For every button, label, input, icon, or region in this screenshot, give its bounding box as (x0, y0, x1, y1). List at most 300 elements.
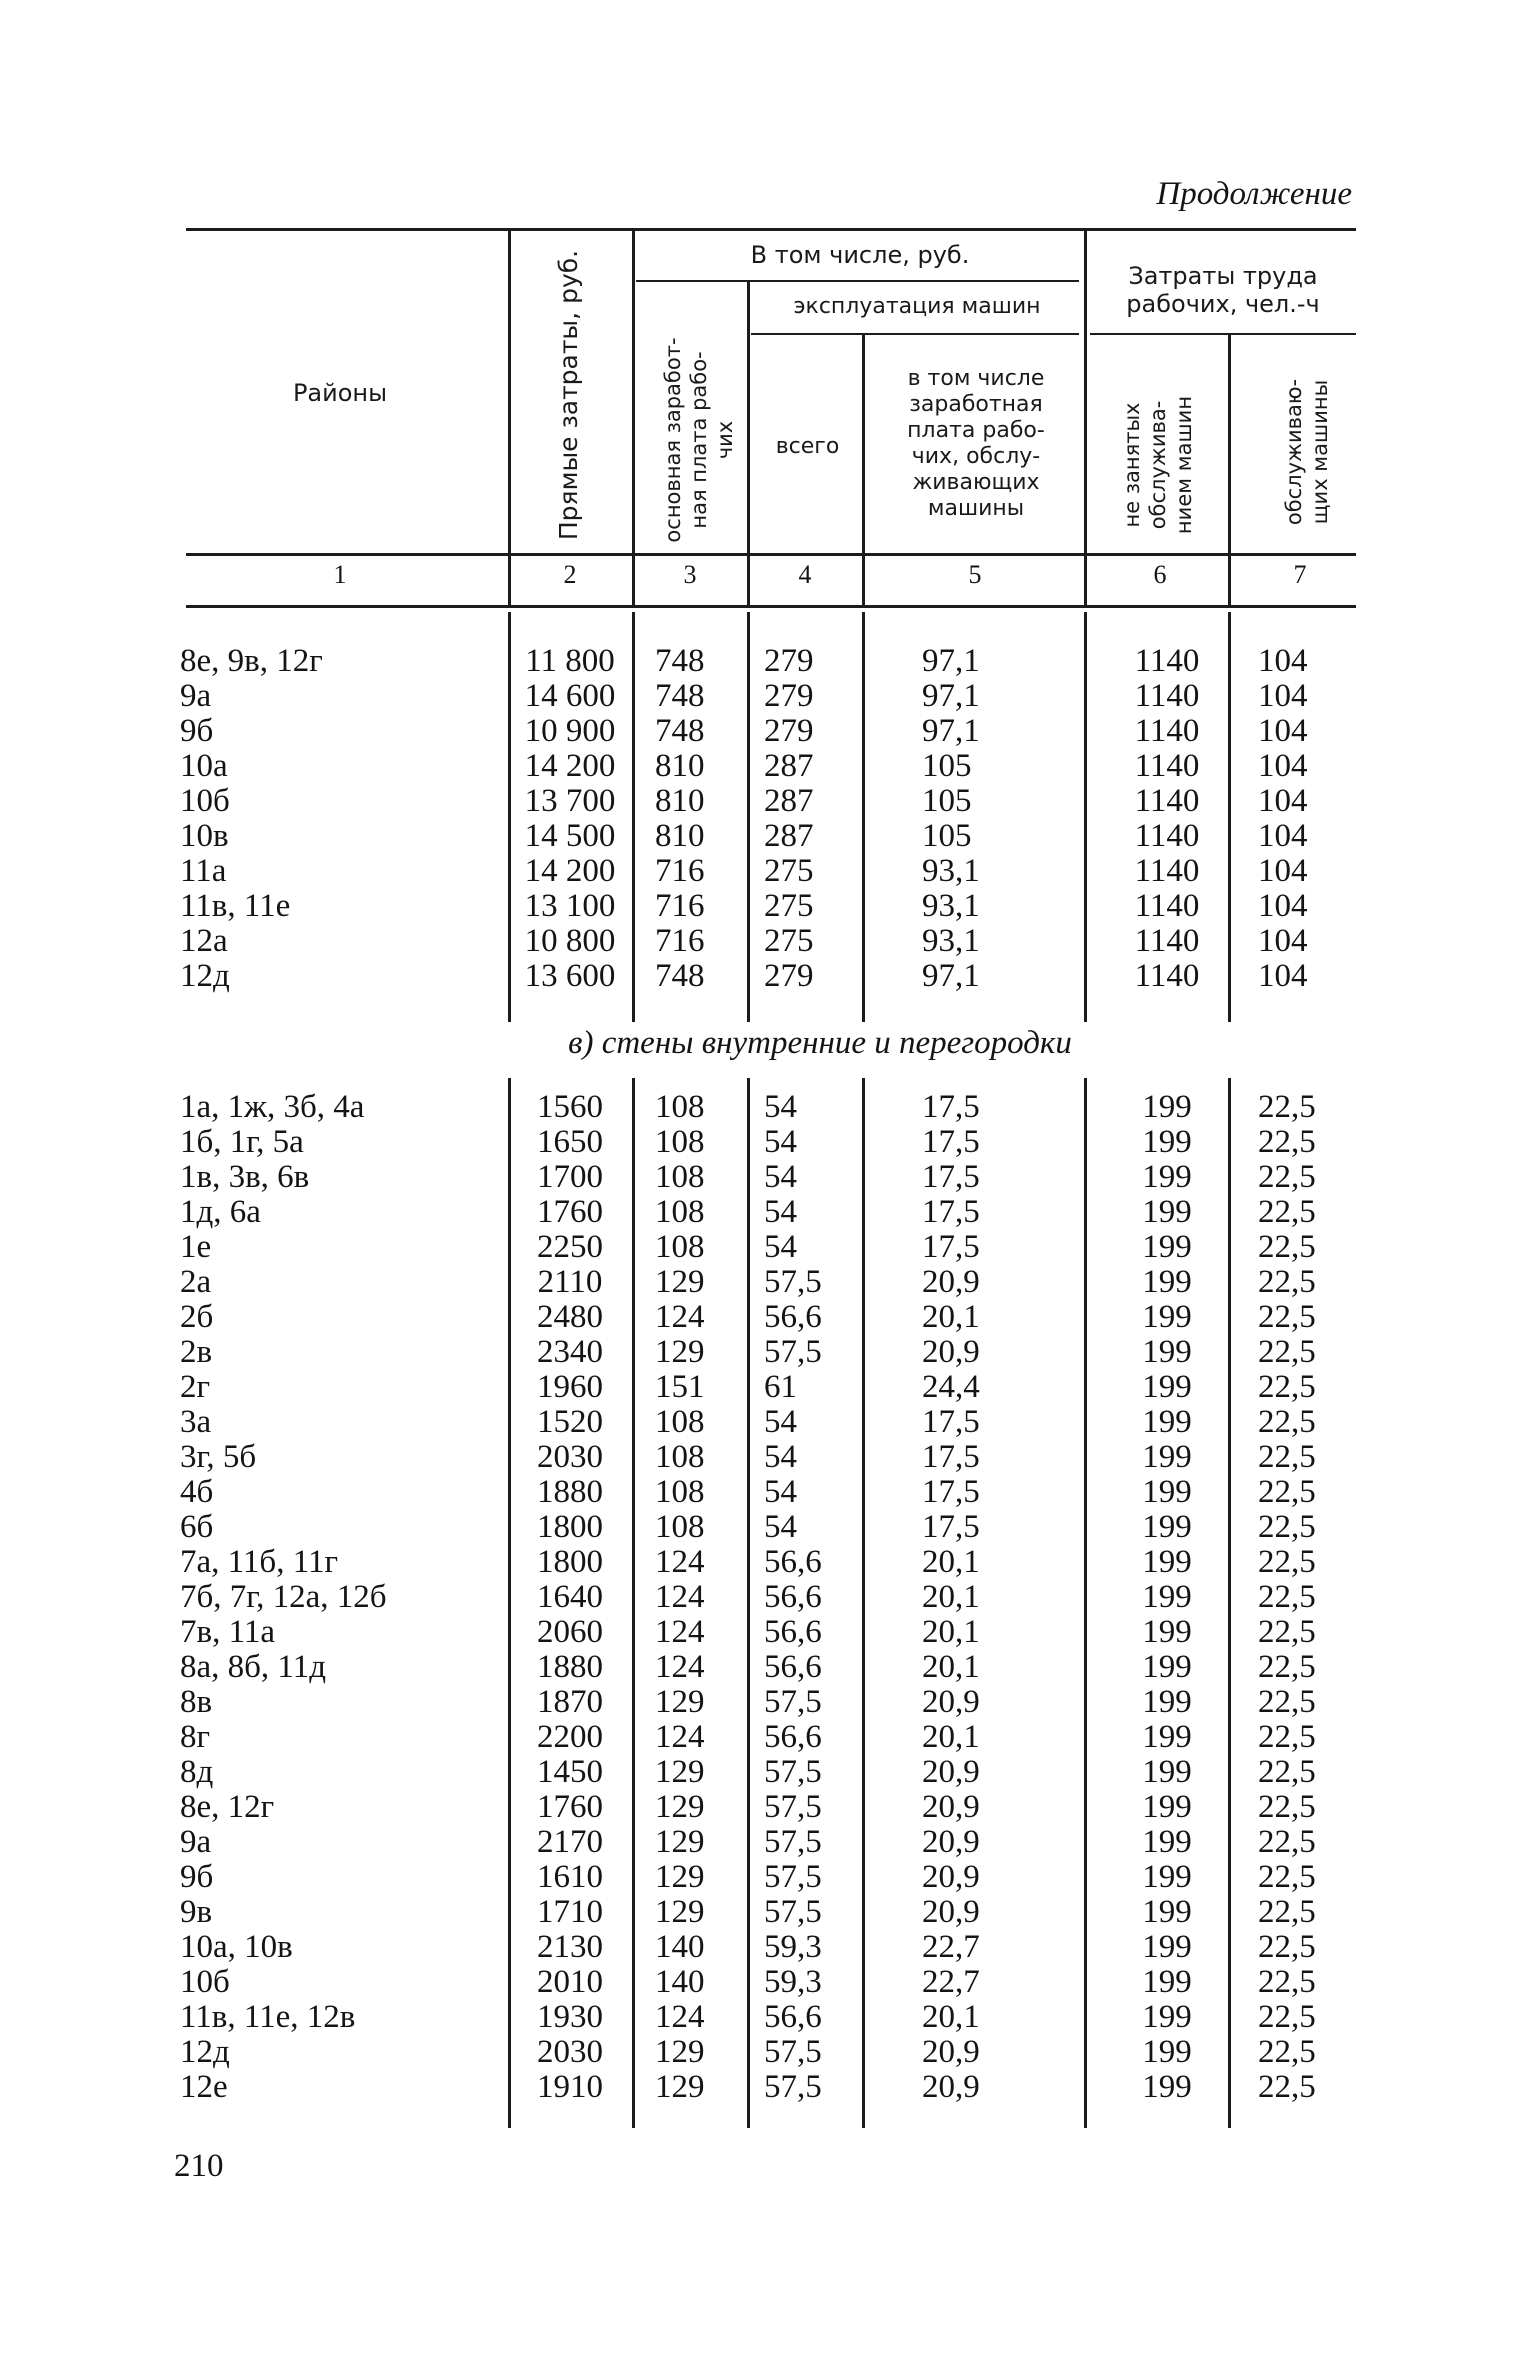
table-row (0, 1125, 1536, 1160)
base-wage-cell: 108 (655, 1404, 705, 1440)
colnum-bottom-rule (186, 605, 1356, 608)
machine-total-cell: 56,6 (764, 1299, 822, 1335)
district-cell: 3г, 5б (180, 1439, 257, 1475)
base-wage-cell: 129 (655, 2034, 705, 2070)
direct-costs-cell: 1800 (537, 1544, 603, 1580)
labor-idle-cell: 1140 (1134, 923, 1200, 959)
machine-wage-cell: 97,1 (922, 678, 980, 714)
machine-total-cell: 287 (764, 818, 814, 854)
base-wage-cell: 748 (655, 958, 705, 994)
table-row (0, 644, 1536, 679)
machine-wage-cell: 17,5 (922, 1159, 980, 1195)
machine-wage-cell: 17,5 (922, 1509, 980, 1545)
direct-costs-cell: 1880 (537, 1474, 603, 1510)
header-vrule-4 (862, 335, 865, 605)
labor-idle-cell: 1140 (1134, 678, 1200, 714)
table-row (0, 1860, 1536, 1895)
machine-wage-cell: 20,9 (922, 1789, 980, 1825)
base-wage-cell: 810 (655, 783, 705, 819)
base-wage-cell: 108 (655, 1089, 705, 1125)
district-cell: 12д (180, 2034, 230, 2070)
machine-total-cell: 59,3 (764, 1929, 822, 1965)
machine-total-cell: 54 (764, 1474, 797, 1510)
labor-line-1: Затраты труда (1128, 262, 1318, 290)
base-wage-cell: 129 (655, 1789, 705, 1825)
machine-total-cell: 57,5 (764, 1789, 822, 1825)
labor-idle-cell: 1140 (1134, 958, 1200, 994)
district-cell: 1е (180, 1229, 212, 1265)
base-wage-cell: 108 (655, 1229, 705, 1265)
labor-serving-cell: 22,5 (1258, 1439, 1316, 1475)
machine-wage-cell: 24,4 (922, 1369, 980, 1405)
labor-serving-cell: 22,5 (1258, 1159, 1316, 1195)
labor-serving-cell: 22,5 (1258, 1999, 1316, 2035)
labor-idle-cell: 1140 (1134, 818, 1200, 854)
header-vrule-1 (508, 231, 511, 605)
district-cell: 6б (180, 1509, 214, 1545)
not-machines-header (1119, 345, 1199, 585)
base-wage-cell: 124 (655, 1719, 705, 1755)
labor-idle-cell: 199 (1142, 1439, 1192, 1475)
labor-serving-cell: 22,5 (1258, 1754, 1316, 1790)
direct-costs-header: Прямые затраты, руб. (554, 249, 583, 541)
labor-idle-cell: 199 (1142, 1124, 1192, 1160)
machine-wage-cell: 20,1 (922, 1649, 980, 1685)
labor-idle-cell: 199 (1142, 1579, 1192, 1615)
table-row (0, 2070, 1536, 2105)
table-row (0, 819, 1536, 854)
machine-total-cell: 56,6 (764, 1649, 822, 1685)
incl-wage-line-6: машины (927, 496, 1025, 521)
machine-total-cell: 54 (764, 1404, 797, 1440)
base-wage-cell: 810 (655, 748, 705, 784)
machine-total-cell: 279 (764, 958, 814, 994)
direct-costs-cell: 1800 (537, 1509, 603, 1545)
district-cell: 7а, 11б, 11г (180, 1544, 339, 1580)
machine-total-cell: 56,6 (764, 1579, 822, 1615)
district-cell: 7в, 11а (180, 1614, 276, 1650)
direct-costs-cell: 1960 (537, 1369, 603, 1405)
district-cell: 1д, 6а (180, 1194, 261, 1230)
machine-total-cell: 54 (764, 1229, 797, 1265)
district-cell: 9б (180, 713, 214, 749)
district-cell: 12а (180, 923, 228, 959)
direct-costs-cell: 1520 (537, 1404, 603, 1440)
labor-idle-cell: 199 (1142, 1999, 1192, 2035)
labor-serving-cell: 22,5 (1258, 1264, 1316, 1300)
district-cell: 12д (180, 958, 230, 994)
direct-costs-cell: 1910 (537, 2069, 603, 2105)
district-cell: 10б (180, 783, 230, 819)
direct-costs-cell: 14 500 (524, 818, 616, 854)
labor-serving-cell: 22,5 (1258, 1824, 1316, 1860)
district-cell: 10б (180, 1964, 230, 2000)
table-row (0, 2035, 1536, 2070)
direct-costs-cell: 2480 (537, 1299, 603, 1335)
direct-costs-cell: 14 200 (524, 853, 616, 889)
machine-total-cell: 279 (764, 643, 814, 679)
serving-machines-header (1281, 332, 1335, 572)
machine-total-cell: 54 (764, 1439, 797, 1475)
machine-total-cell: 61 (764, 1369, 797, 1405)
base-wage-line-1: основная заработ- (661, 337, 685, 543)
not-machines-line-2: обслужива- (1146, 400, 1170, 530)
labor-idle-cell: 199 (1142, 1334, 1192, 1370)
district-cell: 4б (180, 1474, 214, 1510)
labor-serving-cell: 22,5 (1258, 1614, 1316, 1650)
direct-costs-cell: 1760 (537, 1789, 603, 1825)
machine-total-cell: 279 (764, 678, 814, 714)
base-wage-cell: 108 (655, 1124, 705, 1160)
direct-costs-cell: 1880 (537, 1649, 603, 1685)
labor-serving-cell: 22,5 (1258, 1544, 1316, 1580)
machine-total-cell: 275 (764, 923, 814, 959)
machine-wage-cell: 97,1 (922, 713, 980, 749)
direct-costs-cell: 13 100 (524, 888, 616, 924)
table-row (0, 1090, 1536, 1125)
labor-idle-cell: 199 (1142, 2069, 1192, 2105)
district-cell: 8г (180, 1719, 211, 1755)
machine-operation-header: эксплуатация машин (793, 294, 1041, 319)
direct-costs-cell: 10 900 (524, 713, 616, 749)
labor-serving-cell: 22,5 (1258, 1334, 1316, 1370)
machine-total-cell: 57,5 (764, 1824, 822, 1860)
machine-wage-cell: 20,9 (922, 1754, 980, 1790)
machine-total-cell: 59,3 (764, 1964, 822, 2000)
direct-costs-cell: 10 800 (524, 923, 616, 959)
labor-idle-cell: 199 (1142, 1684, 1192, 1720)
labor-serving-cell: 104 (1258, 888, 1308, 924)
district-cell: 9в (180, 1894, 213, 1930)
labor-serving-cell: 22,5 (1258, 1894, 1316, 1930)
machine-wage-cell: 20,1 (922, 1544, 980, 1580)
base-wage-cell: 129 (655, 1684, 705, 1720)
machine-total-cell: 54 (764, 1159, 797, 1195)
labor-serving-cell: 104 (1258, 713, 1308, 749)
base-wage-cell: 124 (655, 1649, 705, 1685)
machine-total-cell: 57,5 (764, 1754, 822, 1790)
table-row (0, 1930, 1536, 1965)
machine-total-cell: 275 (764, 853, 814, 889)
labor-idle-cell: 199 (1142, 1264, 1192, 1300)
labor-line-2: рабочих, чел.-ч (1126, 290, 1320, 318)
incl-wage-line-4: чих, обслу- (911, 444, 1041, 469)
table-row (0, 1370, 1536, 1405)
table-row (0, 1230, 1536, 1265)
base-wage-cell: 748 (655, 643, 705, 679)
labor-idle-cell: 199 (1142, 1789, 1192, 1825)
direct-costs-cell: 1760 (537, 1194, 603, 1230)
colnum-7: 7 (1293, 560, 1307, 589)
labor-serving-cell: 104 (1258, 783, 1308, 819)
labor-idle-cell: 199 (1142, 1369, 1192, 1405)
base-wage-cell: 124 (655, 1614, 705, 1650)
machine-total-cell: 56,6 (764, 1544, 822, 1580)
district-cell: 11в, 11е, 12в (180, 1999, 356, 2035)
table-row (0, 924, 1536, 959)
district-cell: 8в (180, 1684, 213, 1720)
base-wage-cell: 140 (655, 1964, 705, 2000)
labor-idle-cell: 199 (1142, 1159, 1192, 1195)
table-row (0, 1895, 1536, 1930)
labor-serving-cell: 104 (1258, 678, 1308, 714)
direct-costs-cell: 2170 (537, 1824, 603, 1860)
colnum-5: 5 (968, 560, 982, 589)
base-wage-cell: 108 (655, 1159, 705, 1195)
direct-costs-cell: 1930 (537, 1999, 603, 2035)
direct-costs-cell: 2030 (537, 1439, 603, 1475)
direct-costs-cell: 2250 (537, 1229, 603, 1265)
labor-header (1090, 262, 1356, 318)
machine-total-cell: 57,5 (764, 1684, 822, 1720)
table-row (0, 1335, 1536, 1370)
district-cell: 8а, 8б, 11д (180, 1649, 327, 1685)
district-cell: 9а (180, 678, 212, 714)
labor-serving-cell: 22,5 (1258, 1789, 1316, 1825)
base-wage-cell: 748 (655, 678, 705, 714)
machine-wage-cell: 20,1 (922, 1579, 980, 1615)
machine-wage-cell: 20,9 (922, 1264, 980, 1300)
machine-wage-cell: 17,5 (922, 1194, 980, 1230)
table-row (0, 1755, 1536, 1790)
labor-serving-cell: 22,5 (1258, 2034, 1316, 2070)
labor-serving-cell: 22,5 (1258, 2069, 1316, 2105)
base-wage-cell: 716 (655, 923, 705, 959)
direct-costs-cell: 1640 (537, 1579, 603, 1615)
machine-wage-cell: 93,1 (922, 853, 980, 889)
base-wage-cell: 129 (655, 1334, 705, 1370)
districts-header: Районы (292, 379, 388, 407)
direct-costs-cell: 13 700 (524, 783, 616, 819)
direct-costs-cell: 2110 (537, 1264, 603, 1300)
incl-wage-line-3: плата рабо- (907, 418, 1045, 443)
base-wage-cell: 108 (655, 1474, 705, 1510)
direct-costs-cell: 1450 (537, 1754, 603, 1790)
table-row (0, 1405, 1536, 1440)
direct-costs-cell: 13 600 (524, 958, 616, 994)
machine-wage-cell: 20,9 (922, 1859, 980, 1895)
direct-costs-cell: 1610 (537, 1859, 603, 1895)
labor-idle-cell: 199 (1142, 1964, 1192, 2000)
machine-total-cell: 56,6 (764, 1719, 822, 1755)
labor-idle-cell: 199 (1142, 1649, 1192, 1685)
incl-wage-header (866, 366, 1086, 522)
colnum-6: 6 (1153, 560, 1167, 589)
district-cell: 10а (180, 748, 228, 784)
labor-idle-cell: 199 (1142, 1474, 1192, 1510)
machine-wage-cell: 20,9 (922, 2034, 980, 2070)
labor-idle-cell: 199 (1142, 1194, 1192, 1230)
colnum-4: 4 (798, 560, 812, 589)
direct-costs-cell: 2340 (537, 1334, 603, 1370)
machine-rule (751, 333, 1079, 335)
labor-serving-cell: 22,5 (1258, 1579, 1316, 1615)
table-row (0, 784, 1536, 819)
district-cell: 2г (180, 1369, 211, 1405)
section2-title: в) стены внутренние и перегородки (568, 1025, 1072, 1061)
labor-idle-cell: 199 (1142, 1614, 1192, 1650)
district-cell: 1в, 3в, 6в (180, 1159, 310, 1195)
base-wage-cell: 124 (655, 1579, 705, 1615)
district-cell: 7б, 7г, 12а, 12б (180, 1579, 387, 1615)
machine-wage-cell: 105 (922, 748, 972, 784)
direct-costs-cell: 1700 (537, 1159, 603, 1195)
district-cell: 2б (180, 1299, 214, 1335)
district-cell: 10а, 10в (180, 1929, 293, 1965)
table-row (0, 749, 1536, 784)
table-row (0, 1685, 1536, 1720)
district-cell: 2в (180, 1334, 213, 1370)
labor-idle-cell: 199 (1142, 1894, 1192, 1930)
labor-serving-cell: 22,5 (1258, 1859, 1316, 1895)
labor-idle-cell: 199 (1142, 1719, 1192, 1755)
machine-total-cell: 56,6 (764, 1999, 822, 2035)
labor-serving-cell: 22,5 (1258, 1404, 1316, 1440)
machine-wage-cell: 20,9 (922, 2069, 980, 2105)
base-wage-cell: 124 (655, 1299, 705, 1335)
base-wage-cell: 129 (655, 2069, 705, 2105)
machine-wage-cell: 20,9 (922, 1824, 980, 1860)
machine-total-cell: 54 (764, 1089, 797, 1125)
district-cell: 11а (180, 853, 227, 889)
table-row (0, 1825, 1536, 1860)
labor-serving-cell: 22,5 (1258, 1299, 1316, 1335)
base-wage-line-2: ная плата рабо- (687, 351, 711, 529)
table-row (0, 854, 1536, 889)
base-wage-cell: 151 (655, 1369, 705, 1405)
machine-wage-cell: 93,1 (922, 923, 980, 959)
colnum-2: 2 (563, 560, 577, 589)
labor-serving-cell: 22,5 (1258, 1719, 1316, 1755)
labor-idle-cell: 1140 (1134, 783, 1200, 819)
table-row (0, 679, 1536, 714)
base-wage-cell: 129 (655, 1264, 705, 1300)
page-number: 210 (174, 2148, 224, 2184)
machine-wage-cell: 20,1 (922, 1999, 980, 2035)
base-wage-cell: 124 (655, 1999, 705, 2035)
labor-idle-cell: 1140 (1134, 888, 1200, 924)
serving-machines-line-1: обслуживаю- (1282, 378, 1306, 526)
machine-wage-cell: 20,9 (922, 1684, 980, 1720)
labor-serving-cell: 22,5 (1258, 1964, 1316, 2000)
labor-serving-cell: 22,5 (1258, 1194, 1316, 1230)
table-row (0, 1300, 1536, 1335)
direct-costs-cell: 14 200 (524, 748, 616, 784)
labor-serving-cell: 22,5 (1258, 1229, 1316, 1265)
labor-idle-cell: 199 (1142, 1229, 1192, 1265)
table-row (0, 1615, 1536, 1650)
machine-wage-cell: 17,5 (922, 1089, 980, 1125)
labor-serving-cell: 104 (1258, 748, 1308, 784)
machine-wage-cell: 17,5 (922, 1439, 980, 1475)
colnum-3: 3 (683, 560, 697, 589)
labor-serving-cell: 22,5 (1258, 1369, 1316, 1405)
incl-wage-line-1: в том числе (907, 366, 1045, 391)
machine-total-cell: 57,5 (764, 1894, 822, 1930)
machine-total-cell: 57,5 (764, 1334, 822, 1370)
including-rule (636, 280, 1079, 282)
table-row (0, 1965, 1536, 2000)
serving-machines-line-2: щих машины (1308, 379, 1332, 525)
labor-serving-cell: 22,5 (1258, 1089, 1316, 1125)
district-cell: 12е (180, 2069, 228, 2105)
labor-idle-cell: 1140 (1134, 748, 1200, 784)
machine-total-cell: 287 (764, 748, 814, 784)
district-cell: 8е, 9в, 12г (180, 643, 323, 679)
labor-idle-cell: 1140 (1134, 643, 1200, 679)
table-row (0, 1790, 1536, 1825)
machine-total-cell: 57,5 (764, 2034, 822, 2070)
labor-serving-cell: 104 (1258, 643, 1308, 679)
labor-idle-cell: 1140 (1134, 853, 1200, 889)
machine-wage-cell: 105 (922, 818, 972, 854)
labor-serving-cell: 22,5 (1258, 1929, 1316, 1965)
labor-idle-cell: 199 (1142, 1929, 1192, 1965)
continuation-label: Продолжение (1156, 176, 1352, 212)
machine-wage-cell: 20,1 (922, 1719, 980, 1755)
machine-wage-cell: 20,9 (922, 1894, 980, 1930)
labor-idle-cell: 199 (1142, 1824, 1192, 1860)
direct-costs-cell: 2030 (537, 2034, 603, 2070)
header-vrule-6 (1228, 335, 1231, 605)
labor-idle-cell: 199 (1142, 1299, 1192, 1335)
machine-total-cell: 275 (764, 888, 814, 924)
base-wage-cell: 716 (655, 853, 705, 889)
machine-wage-cell: 97,1 (922, 643, 980, 679)
direct-costs-cell: 1710 (537, 1894, 603, 1930)
not-machines-line-1: не занятых (1120, 402, 1144, 528)
table-row (0, 714, 1536, 749)
labor-serving-cell: 22,5 (1258, 1649, 1316, 1685)
machine-wage-cell: 105 (922, 783, 972, 819)
district-cell: 8е, 12г (180, 1789, 275, 1825)
labor-serving-cell: 22,5 (1258, 1474, 1316, 1510)
machine-wage-cell: 17,5 (922, 1404, 980, 1440)
header-vrule-2 (632, 231, 635, 605)
machine-wage-cell: 22,7 (922, 1964, 980, 2000)
base-wage-cell: 129 (655, 1859, 705, 1895)
labor-idle-cell: 199 (1142, 1509, 1192, 1545)
not-machines-line-3: нием машин (1172, 395, 1196, 535)
labor-serving-cell: 104 (1258, 958, 1308, 994)
machine-total-cell: 57,5 (764, 1264, 822, 1300)
including-header: В том числе, руб. (750, 241, 970, 269)
base-wage-cell: 810 (655, 818, 705, 854)
district-cell: 9б (180, 1859, 214, 1895)
machine-total-cell: 56,6 (764, 1614, 822, 1650)
machine-total-cell: 54 (764, 1509, 797, 1545)
base-wage-cell: 108 (655, 1439, 705, 1475)
district-cell: 2а (180, 1264, 212, 1300)
direct-costs-cell: 1870 (537, 1684, 603, 1720)
base-wage-cell: 124 (655, 1544, 705, 1580)
direct-costs-cell: 1560 (537, 1089, 603, 1125)
district-cell: 1а, 1ж, 3б, 4а (180, 1089, 365, 1125)
table-row (0, 1265, 1536, 1300)
direct-costs-cell: 2060 (537, 1614, 603, 1650)
header-top-rule (186, 228, 1356, 231)
district-cell: 3а (180, 1404, 212, 1440)
machine-wage-cell: 20,9 (922, 1334, 980, 1370)
table-row (0, 1580, 1536, 1615)
base-wage-cell: 129 (655, 1894, 705, 1930)
table-row (0, 959, 1536, 994)
machine-wage-cell: 97,1 (922, 958, 980, 994)
base-wage-header (660, 315, 740, 565)
table-row (0, 1475, 1536, 1510)
labor-idle-cell: 199 (1142, 1404, 1192, 1440)
labor-serving-cell: 104 (1258, 818, 1308, 854)
